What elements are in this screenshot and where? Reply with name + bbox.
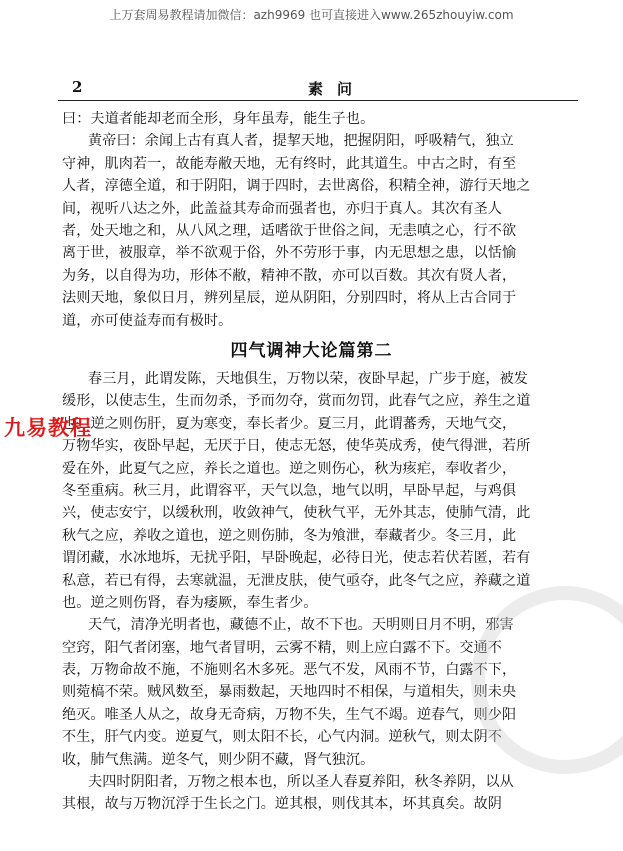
text-line: 私意，若已有得，去寒就温，无泄皮肤，使气亟夺，此冬气之应，养藏之道 <box>62 572 531 589</box>
text-line: 为务，以自得为功，形体不敝，精神不散，亦可以百数。其次有贤人者， <box>62 267 517 284</box>
text-line: 表，万物命故不施，不施则名木多死。恶气不发，风雨不节，白露不下， <box>62 662 517 679</box>
text-line: 道，亦可使益寿而有极时。 <box>62 312 233 329</box>
brand-watermark-logo: 九易教程 <box>4 416 92 440</box>
text-line: 曰：夫道者能却老而全形，身年虽寿，能生子也。 <box>62 111 375 127</box>
text-line: 间，视听八达之外，此盖益其寿命而强者也，亦归于真人。其次有圣人 <box>62 200 503 217</box>
header-rule <box>58 100 578 101</box>
text-line: 其根，故与万物沉浮于生长之门。逆其根，则伐其本，坏其真矣。故阴 <box>62 796 503 813</box>
text-line: 谓闭藏，水冰地坼，无扰乎阳，早卧晚起，必待日光，使志若伏若匿，若有 <box>62 550 531 567</box>
text-line: 空窍，阳气者闭塞，地气者冒明，云雾不精，则上应白露不下。交通不 <box>62 639 503 656</box>
text-line: 也。逆之则伤肾，春为痿厥，奉生者少。 <box>62 594 318 611</box>
text-line: 绝灭。唯圣人从之，故身无奇病，万物不失，生气不竭。逆春气，则少阳 <box>62 706 517 723</box>
text-block-upper <box>62 108 576 332</box>
page-header <box>58 78 578 100</box>
text-line: 收，肺气焦满。逆冬气，则少阴不藏，肾气独沉。 <box>62 751 375 768</box>
text-line: 者，处天地之和，从八风之理，适嗜欲于世俗之间，无恚嗔之心，行不欲 <box>62 222 517 239</box>
section-title: 四气调神大论篇第二 <box>230 341 393 361</box>
text-line: 缓形，以使志生，生而勿杀，予而勿夺，赏而勿罚，此春气之应，养生之道 <box>62 393 531 410</box>
text-line: 春三月，此谓发陈，天地俱生，万物以荣，夜卧早起，广步于庭，被发 <box>88 371 529 387</box>
text-line: 黄帝曰：余闻上古有真人者，提挈天地，把握阴阳，呼吸精气，独立 <box>88 133 514 150</box>
text-line: 秋气之应，养收之道也，逆之则伤肺，冬为飧泄，奉藏者少。冬三月，此 <box>62 527 517 544</box>
text-line: 兴，使志安宁，以缓秋刑，收敛神气，使秋气平，无外其志，使肺气清，此 <box>62 505 531 522</box>
text-line: 法则天地，象似日月，辨列星辰，逆从阴阳，分别四时，将从上古合同于 <box>62 290 517 307</box>
text-line: 人者，淳德全道，和于阴阳，调于四时，去世离俗，积精全神，游行天地之 <box>62 178 531 195</box>
text-line: 冬至重病。秋三月，此谓容平，天气以急，地气以明，早卧早起，与鸡俱 <box>62 482 517 499</box>
text-block-main <box>62 368 576 816</box>
text-line: 守神，肌肉若一，故能寿敝天地，无有终时，此其道生。中古之时，有至 <box>62 155 517 172</box>
page-number: 2 <box>72 78 83 96</box>
watermark-text: 上万套周易教程请加微信：azh9969 也可直接进入www.265zhouyiw.com <box>109 8 514 22</box>
text-line: 万物华实，夜卧早起，无厌于日，使志无怒，使华英成秀，使气得泄，若所 <box>62 438 531 455</box>
text-line: 天气，清净光明者也，藏德不止，故不下也。天明则日月不明，邪害 <box>88 617 514 634</box>
text-line: 离于世，被服章，举不欲观于俗，外不劳形于事，内无思想之患，以恬愉 <box>62 245 517 262</box>
text-line: 则菀槁不荣。贼风数至，暴雨数起，天地四时不相保，与道相失，则未央 <box>62 684 517 701</box>
running-title: 素问 <box>308 80 367 98</box>
text-line: 不生，肝气内变。逆夏气，则太阳不长，心气内洞。逆秋气，则太阴不 <box>62 729 503 746</box>
text-line: 也。逆之则伤肝，夏为寒变，奉长者少。夏三月，此谓蕃秀，天地气交， <box>62 415 517 432</box>
text-line: 夫四时阴阳者，万物之根本也，所以圣人春夏养阳，秋冬养阴，以从 <box>88 774 514 791</box>
text-line: 爱在外，此夏气之应，养长之道也。逆之则伤心，秋为痎疟，奉收者少， <box>62 460 517 477</box>
